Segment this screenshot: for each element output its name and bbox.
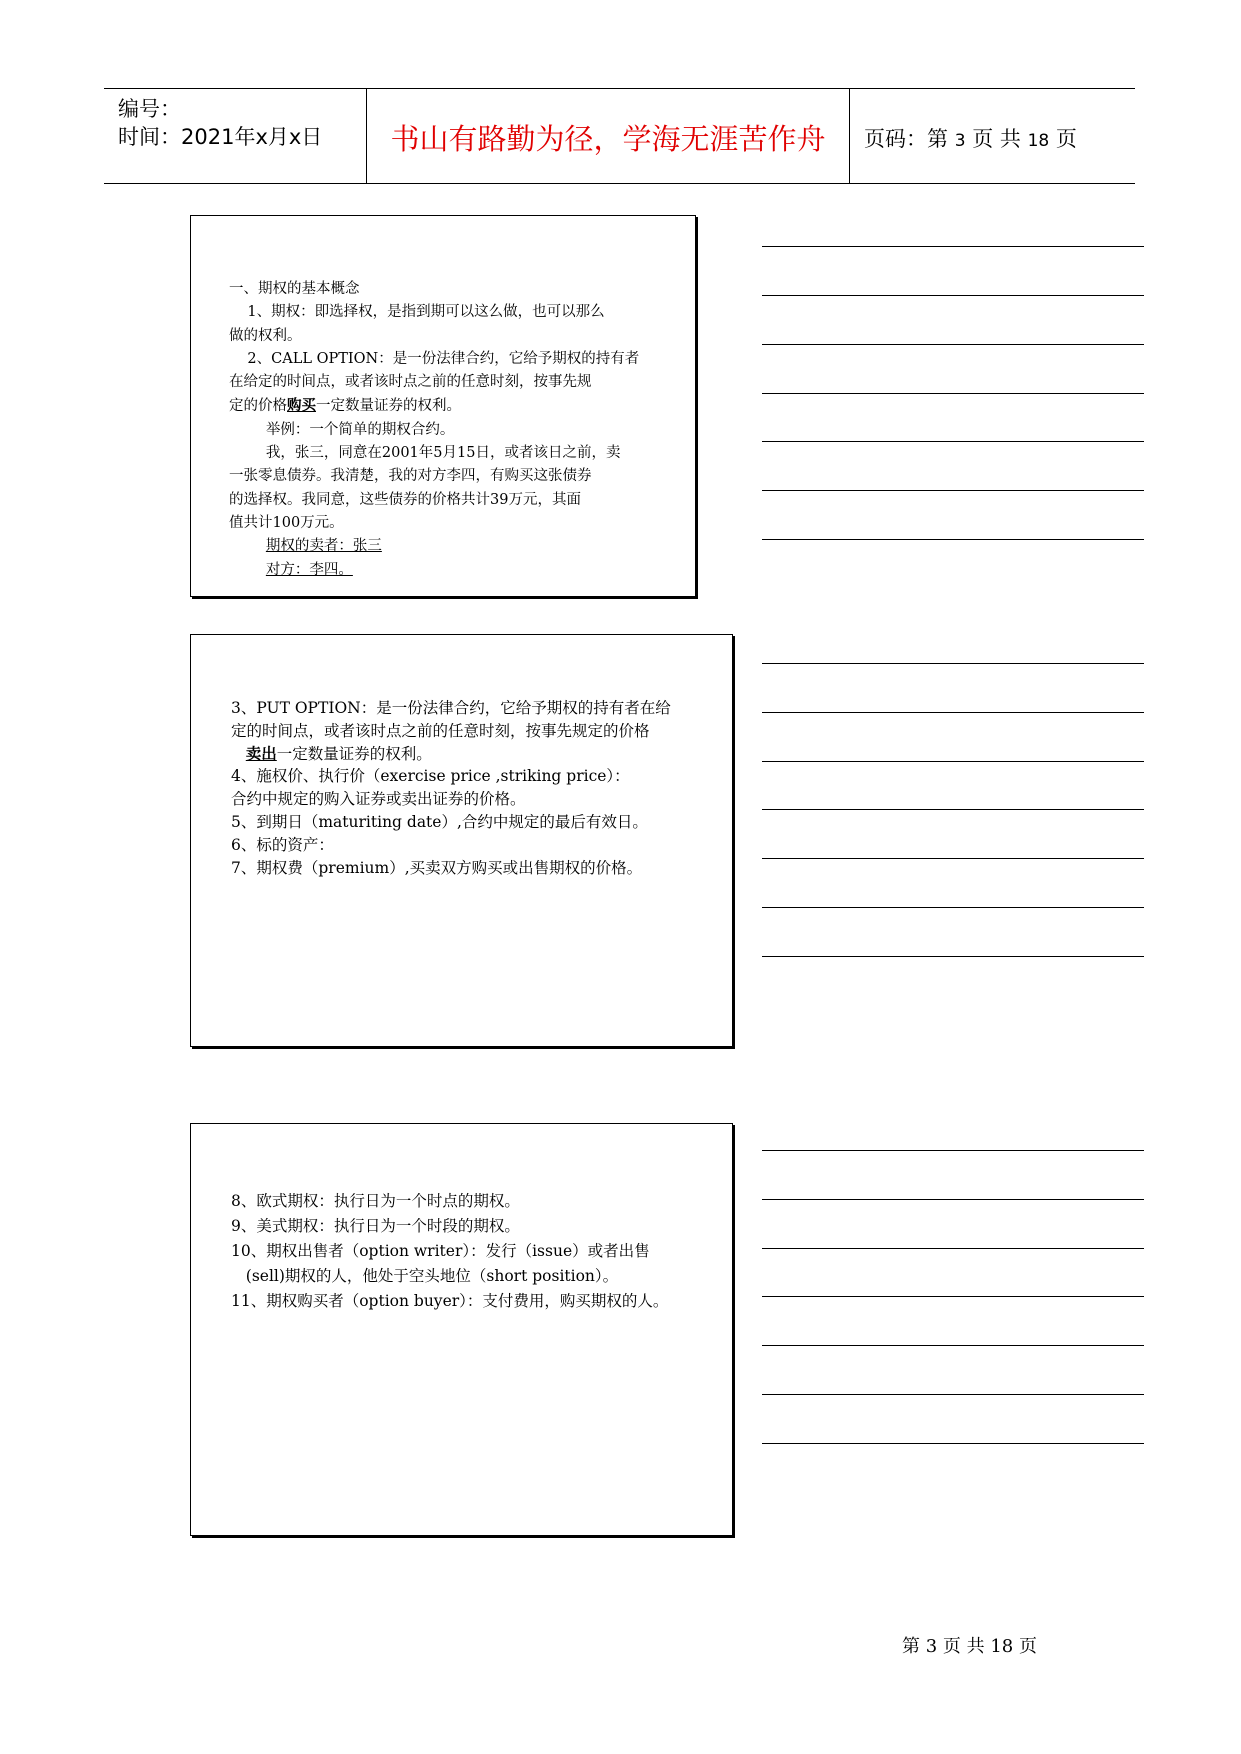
note-line — [762, 1345, 1144, 1346]
note-line — [762, 539, 1144, 540]
slide-2-text: 3、PUT OPTION：是一份法律合约，它给予期权的持有者在给 定的时间点，或者该时点之前的任意时刻，按事先规定的价格 卖出一定数量证券的权利。 4、施权价、执行价（exercise price ,striking price）： 合约中规定的购入证券或卖出证券的价格。 5、到期日（maturiting date）,合约中规定的最后有效日。 6、标的资产： 7、期权费（premium）,买卖双方购买或出售期权的价格。 — [231, 699, 671, 877]
header-motto: 书山有路勤为径，学海无涯苦作舟 — [390, 122, 826, 156]
note-line — [762, 246, 1144, 247]
buy-keyword: 购买 — [287, 397, 316, 415]
note-line — [762, 1443, 1144, 1444]
note-line — [762, 956, 1144, 957]
slide-3 — [190, 1123, 733, 1536]
note-line — [762, 1150, 1144, 1151]
document-time-label: 时间：2021年x月x日 — [118, 125, 323, 149]
note-line — [762, 712, 1144, 713]
note-line — [762, 344, 1144, 345]
note-line — [762, 761, 1144, 762]
note-line — [762, 295, 1144, 296]
header-info-cell — [104, 89, 367, 183]
note-line — [762, 1394, 1144, 1395]
note-line — [762, 1199, 1144, 1200]
slide-3-text: 8、欧式期权：执行日为一个时点的期权。 9、美式期权：执行日为一个时段的期权。 10、期权出售者（option writer）：发行（issue）或者出售 (sell)期权的人，他处于空头地位（short position）。 11、期权购买者（option buyer）：支付费用，购买期权的人。 — [231, 1192, 669, 1310]
slide-2 — [190, 634, 733, 1047]
note-line — [762, 490, 1144, 491]
slide-1-text: 一、期权的基本概念 1、期权：即选择权，是指到期可以这么做，也可以那么 做的权利。 2、CALL OPTION：是一份法律合约，它给予期权的持有者 在给定的时间点，或者该时点之前的任意时刻，按事先规 定的价格购买一定数量证券的权利。 举例：一个简单的期权合约。 我，张三，同意在2001年5月15日，或者该日之前，卖 一张零息债券。我清楚，我的对方李四，有购买这张债券 的选择权。我同意，这些债券的价格共计39万元，其面 值共计100万元。 期权的卖者：张三 对方：李四。 — [229, 281, 640, 578]
header-motto-cell — [367, 89, 850, 183]
header-page-cell — [850, 89, 1135, 183]
note-line — [762, 858, 1144, 859]
counterparty-line: 对方：李四。 — [265, 561, 353, 578]
note-line — [762, 393, 1144, 394]
document-number-label: 编号： — [118, 97, 181, 121]
note-line — [762, 809, 1144, 810]
note-line — [762, 441, 1144, 442]
slide-1 — [190, 215, 696, 597]
header-page-number: 页码：第 3 页 共 18 页 — [864, 127, 1077, 151]
page-header — [104, 88, 1135, 184]
sell-keyword: 卖出 — [245, 743, 277, 763]
note-line — [762, 663, 1144, 664]
note-line — [762, 1248, 1144, 1249]
seller-line: 期权的卖者：张三 — [265, 538, 382, 555]
note-line — [762, 1296, 1144, 1297]
note-line — [762, 907, 1144, 908]
page-footer: 第 3 页 共 18 页 — [902, 1636, 1037, 1657]
